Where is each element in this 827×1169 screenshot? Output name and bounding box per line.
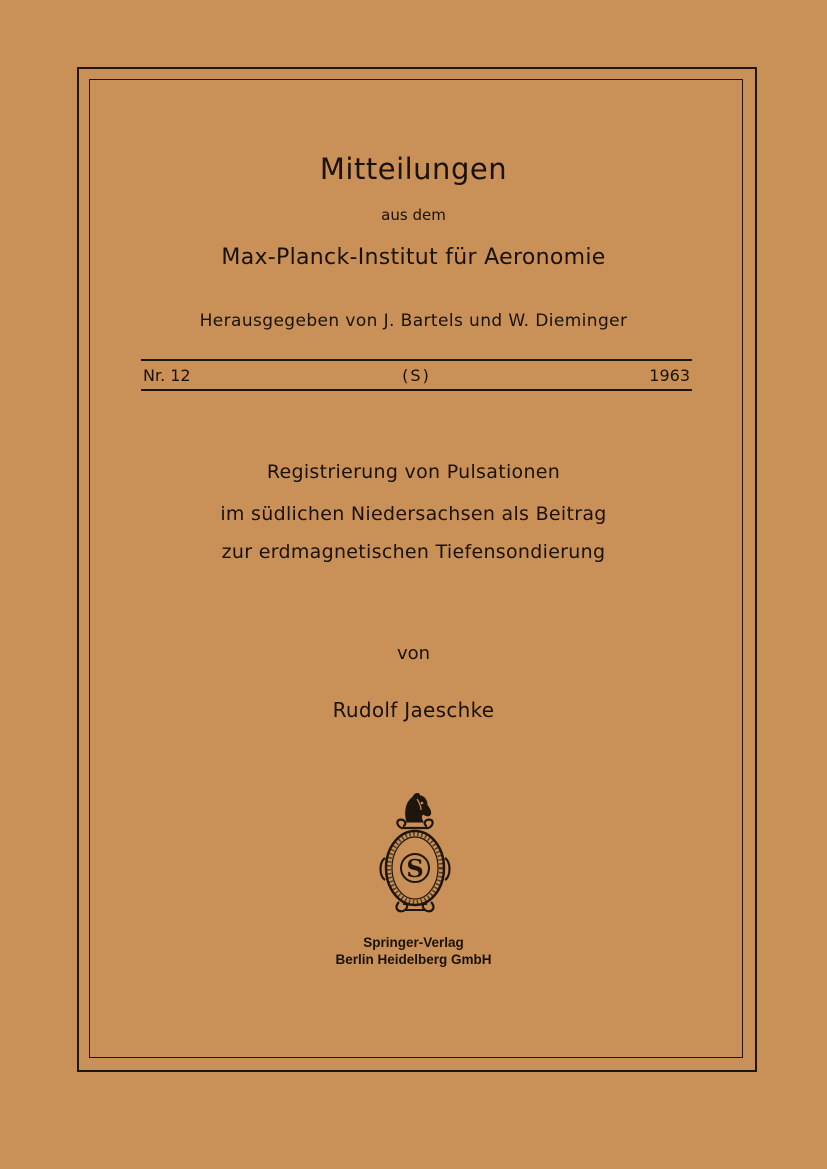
author-name: Rudolf Jaeschke [332,698,495,722]
work-title-line-3: zur erdmagnetischen Tiefensondierung [221,541,606,563]
top-rule-divider [141,359,692,361]
series-title: Mitteilungen [319,152,508,186]
issue-year: 1963 [649,366,690,385]
publisher-location: Berlin Heidelberg GmbH [335,952,492,967]
svg-text:S: S [406,854,424,883]
editors-line: Herausgegeben von J. Bartels und W. Dieminger [199,311,628,331]
issue-number: Nr. 12 [143,366,191,385]
institute-name: Max-Planck-Institut für Aeronomie [221,245,606,270]
work-title-line-1: Registrierung von Pulsationen [266,461,561,483]
bottom-rule-divider [141,389,692,391]
by-label: von [396,643,431,664]
work-title-line-2: im südlichen Niedersachsen als Beitrag [220,503,607,525]
issue-series-code: (S) [402,366,431,385]
series-subtitle: aus dem [381,206,446,224]
springer-knight-logo-icon [377,788,453,918]
publisher-name: Springer-Verlag [363,935,464,950]
issue-info-row [141,366,692,386]
